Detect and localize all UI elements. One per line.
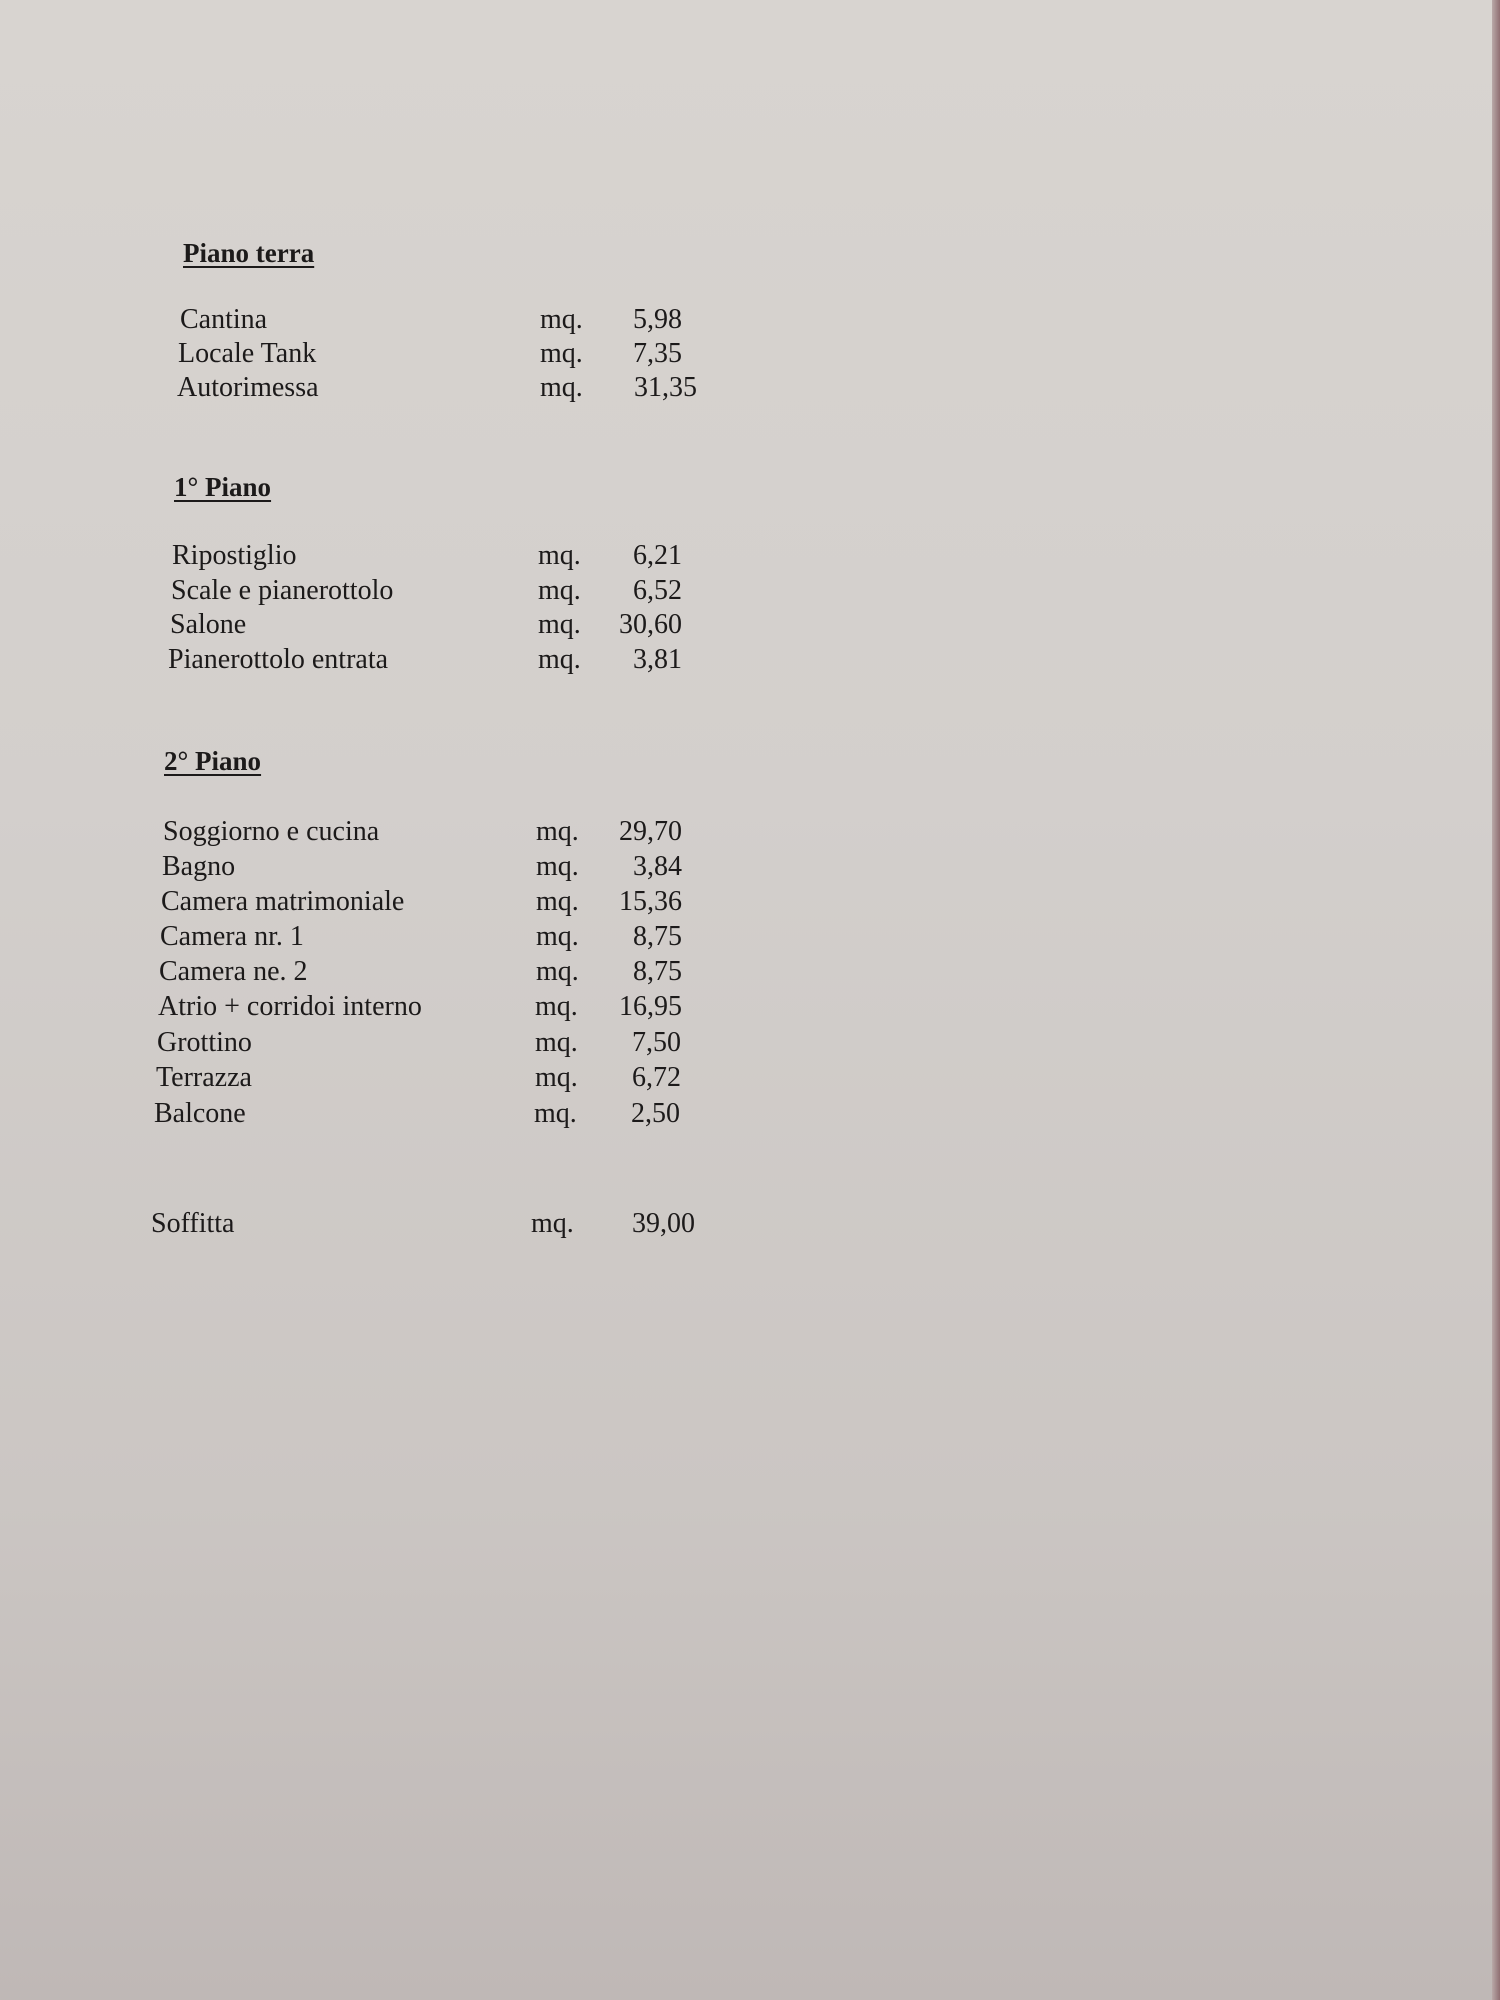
room-label: Autorimessa bbox=[177, 372, 319, 403]
list-item bbox=[170, 608, 770, 642]
list-item bbox=[162, 850, 762, 884]
unit-label: mq. bbox=[536, 886, 579, 917]
unit-label: mq. bbox=[535, 991, 578, 1022]
unit-label: mq. bbox=[540, 338, 583, 369]
unit-label: mq. bbox=[538, 575, 581, 606]
area-value: 8,75 bbox=[633, 956, 682, 987]
area-value: 7,35 bbox=[633, 338, 682, 369]
area-value: 8,75 bbox=[633, 921, 682, 952]
room-label: Pianerottolo entrata bbox=[168, 644, 389, 675]
list-item bbox=[178, 337, 778, 371]
list-item bbox=[168, 643, 768, 677]
list-item bbox=[177, 371, 777, 405]
paper-edge bbox=[1492, 0, 1500, 2000]
list-item-soffitta bbox=[151, 1207, 751, 1241]
area-value: 29,70 bbox=[619, 816, 682, 847]
list-item bbox=[161, 885, 761, 919]
room-label: Grottino bbox=[157, 1027, 252, 1058]
room-label: Cantina bbox=[180, 304, 268, 335]
list-item bbox=[157, 1026, 757, 1060]
unit-label: mq. bbox=[536, 851, 579, 882]
room-label: Camera matrimoniale bbox=[161, 886, 405, 917]
unit-label: mq. bbox=[540, 304, 583, 335]
unit-label: mq. bbox=[535, 1027, 578, 1058]
unit-label: mq. bbox=[536, 921, 579, 952]
unit-label: mq. bbox=[538, 609, 581, 640]
section-title-piano-terra: Piano terra bbox=[183, 238, 315, 268]
list-item bbox=[172, 539, 772, 573]
room-label: Salone bbox=[170, 609, 247, 640]
unit-label: mq. bbox=[536, 956, 579, 987]
room-label: Camera ne. 2 bbox=[159, 956, 308, 987]
section-title-1-piano: 1° Piano bbox=[174, 472, 272, 502]
room-label: Ripostiglio bbox=[172, 540, 297, 571]
unit-label: mq. bbox=[534, 1098, 577, 1129]
list-item bbox=[160, 920, 760, 954]
area-value: 15,36 bbox=[619, 886, 682, 917]
room-label: Terrazza bbox=[156, 1062, 252, 1093]
room-label: Bagno bbox=[162, 851, 236, 882]
area-value: 6,72 bbox=[632, 1062, 681, 1093]
area-value: 2,50 bbox=[631, 1098, 680, 1129]
list-item bbox=[159, 955, 759, 989]
list-item bbox=[158, 990, 758, 1024]
unit-label: mq. bbox=[536, 816, 579, 847]
room-label: Soggiorno e cucina bbox=[163, 816, 380, 847]
area-value: 3,81 bbox=[633, 644, 682, 675]
room-label: Scale e pianerottolo bbox=[171, 575, 394, 606]
room-label: Balcone bbox=[154, 1098, 246, 1129]
unit-label: mq. bbox=[538, 540, 581, 571]
list-item bbox=[154, 1097, 754, 1131]
area-value: 6,21 bbox=[633, 540, 682, 571]
area-value: 3,84 bbox=[633, 851, 682, 882]
list-item bbox=[163, 815, 763, 849]
area-value: 16,95 bbox=[619, 991, 682, 1022]
list-item bbox=[171, 574, 771, 608]
room-label: Atrio + corridoi interno bbox=[158, 991, 422, 1022]
unit-label: mq. bbox=[538, 644, 581, 675]
unit-label: mq. bbox=[535, 1062, 578, 1093]
list-item bbox=[180, 303, 780, 337]
room-label: Soffitta bbox=[151, 1208, 235, 1239]
unit-label: mq. bbox=[531, 1208, 574, 1239]
area-value: 7,50 bbox=[632, 1027, 681, 1058]
section-title-2-piano: 2° Piano bbox=[164, 746, 262, 776]
list-item bbox=[156, 1061, 756, 1095]
area-value: 5,98 bbox=[633, 304, 682, 335]
area-value: 30,60 bbox=[619, 609, 682, 640]
area-value: 6,52 bbox=[633, 575, 682, 606]
area-value: 39,00 bbox=[632, 1208, 695, 1239]
unit-label: mq. bbox=[540, 372, 583, 403]
room-label: Camera nr. 1 bbox=[160, 921, 304, 952]
area-value: 31,35 bbox=[634, 372, 697, 403]
room-label: Locale Tank bbox=[178, 338, 317, 369]
